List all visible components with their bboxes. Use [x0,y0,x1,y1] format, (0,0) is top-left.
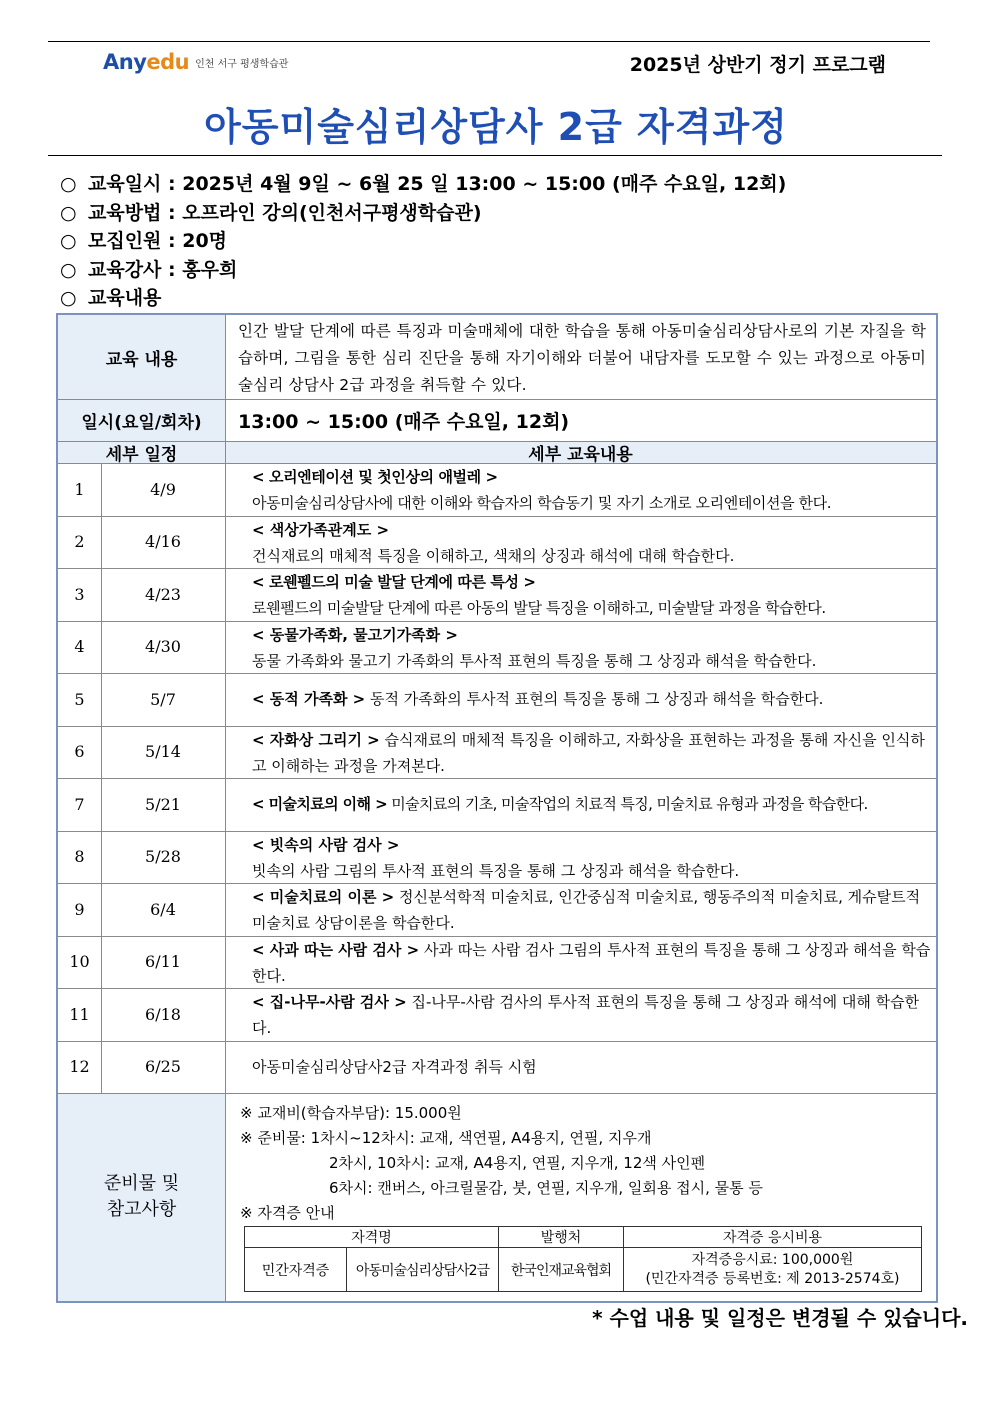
session-date: 6/25 [145,1057,181,1077]
logo [103,50,288,74]
session-title: < 빗속의 사람 검사 > [252,835,400,854]
prep-notes [240,1101,763,1226]
session-content [252,989,932,1041]
session-content [252,622,932,674]
session-text: 아동미술심리상담사에 대한 이해와 학습자의 학습동기 및 자기 소개로 오리엔테이션을 한다. [252,494,832,512]
cert-fee-amount: 자격증응시료: 100,000원 [691,1251,854,1268]
logo-subtitle: 인천 서구 평생학습관 [195,58,289,70]
session-number: 8 [74,847,85,867]
session-title: < 미술치료의 이해 > [252,795,388,813]
session-text: 건식재료의 매체적 특징을 이해하고, 색채의 상징과 해석에 대해 학습한다. [252,546,735,565]
prep-line: ※ 자격증 안내 [240,1204,335,1222]
session-number: 5 [74,689,85,709]
session-title: < 사과 따는 사람 검사 > [252,940,420,959]
session-text: 집-나무-사람 검사의 투사적 표현의 특징을 통해 그 상징과 해석에 대해 학습한다. [252,993,920,1037]
page-title: 아동미술심리상담사 2급 자격과정 [204,105,788,149]
cert-fee [624,1248,922,1292]
session-text: 사과 따는 사람 검사 그림의 투사적 표현의 특징을 통해 그 상징과 해석을 학습한다. [252,940,931,985]
cert-header: 발행처 [499,1227,624,1248]
session-number: 7 [74,794,85,814]
time-label: 일시(요일/회차) [81,412,202,433]
session-title: < 오리엔테이션 및 첫인상의 애벌레 > [252,468,498,486]
session-date: 6/4 [150,899,176,919]
session-content [252,791,932,817]
session-title: < 로웬펠드의 미술 발달 단계에 따른 특성 > [252,573,536,591]
session-title: < 자화상 그리기 > [252,730,380,749]
session-content [252,937,932,989]
session-date: 6/18 [145,1004,181,1024]
prep-label-line: 준비물 및 [103,1173,180,1194]
session-content [252,686,932,712]
program-label: 2025년 상반기 정기 프로그램 [629,54,886,76]
title-rule [48,155,942,156]
cert-header: 자격명 [245,1227,499,1248]
session-number: 2 [74,532,85,552]
certificate-table [244,1226,922,1292]
session-title: < 미술치료의 이론 > [252,888,395,906]
session-number: 9 [74,899,85,919]
session-content [252,1054,932,1080]
info-item: ○ 모집인원 : 20명 [60,230,228,252]
cert-name: 아동미술심리상담사2급 [347,1248,499,1292]
session-date: 5/21 [145,794,181,814]
cert-issuer: 한국인재교육협회 [499,1248,624,1292]
time-value: 13:00 ~ 15:00 (매주 수요일, 12회) [238,410,570,433]
schedule-header: 세부 일정 [105,444,178,465]
session-text: 로웬펠드의 미술발달 단계에 따른 아동의 발달 특징을 이해하고, 미술발달 과정을 학습한다. [252,599,826,617]
session-content [252,569,932,621]
session-content [252,464,932,516]
session-title: < 동적 가족화 > [252,690,366,708]
session-text: 동적 가족화의 투사적 표현의 특징을 통해 그 상징과 해석을 학습한다. [365,690,824,708]
prep-line: 6차시: 캔버스, 아크릴물감, 붓, 연필, 지우개, 일회용 접시, 물통 등 [329,1179,763,1197]
content-text: 인간 발달 단계에 따른 특징과 미술매체에 대한 학습을 통해 아동미술심리상담사로의 기본 자질을 학습하며, 그림을 통한 심리 진단을 통해 자기이해와 더불어 내담자를 도모할 수 있는 과정으로 아동미술심리 상담사 2급 과정을 취득할 수 있다. [238,322,926,394]
session-content [252,832,932,884]
footnote: * 수업 내용 및 일정은 변경될 수 있습니다. [592,1306,968,1330]
info-list [60,170,786,313]
session-text: 정신분석학적 미술치료, 인간중심적 미술치료, 행동주의적 미술치료, 게슈탈트적 미술치료 상담이론을 학습한다. [252,888,921,932]
session-title: < 동물가족화, 물고기가족화 > [252,625,458,644]
prep-line: ※ 교재비(학습자부담): 15.000원 [240,1104,462,1122]
session-date: 5/28 [145,847,181,867]
session-text: 미술치료의 기초, 미술작업의 치료적 특징, 미술치료 유형과 과정을 학습한다. [387,795,868,813]
cert-header: 자격증 응시비용 [624,1227,922,1248]
logo-wordmark: Anyedu [103,50,190,74]
cert-type: 민간자격증 [245,1248,347,1292]
content-label: 교육 내용 [105,349,178,370]
cert-registration: (민간자격증 등록번호: 제 2013-2574호) [645,1270,900,1287]
session-date: 4/16 [145,532,181,552]
session-date: 4/9 [150,479,176,499]
session-title: < 색상가족관계도 > [252,520,390,539]
session-number: 12 [69,1057,90,1077]
prep-line: ※ 준비물: 1차시~12차시: 교재, 색연필, A4용지, 연필, 지우개 [240,1129,652,1147]
info-item: ○ 교육내용 [60,287,162,309]
session-date: 6/11 [145,952,181,972]
session-date: 5/7 [150,689,176,709]
session-content [252,727,932,779]
session-number: 3 [74,584,85,604]
info-item: ○ 교육강사 : 홍우희 [60,258,238,281]
session-content [252,517,932,569]
session-number: 1 [74,479,85,499]
session-number: 6 [74,742,85,762]
top-rule [48,41,930,42]
prep-line: 2차시, 10차시: 교재, A4용지, 연필, 지우개, 12색 사인펜 [329,1154,706,1172]
session-date: 4/23 [145,584,181,604]
session-text: 습식재료의 매체적 특징을 이해하고, 자화상을 표현하는 과정을 통해 자신을 인식하고 이해하는 과정을 가져본다. [252,730,925,775]
session-date: 4/30 [145,637,181,657]
detail-header: 세부 교육내용 [528,444,633,465]
session-text: 빗속의 사람 그림의 투사적 표현의 특징을 통해 그 상징과 해석을 학습한다. [252,861,740,880]
curriculum-table [56,313,938,1303]
session-number: 10 [69,952,90,972]
session-text: 동물 가족화와 물고기 가족화의 투사적 표현의 특징을 통해 그 상징과 해석을 학습한다. [252,651,817,670]
session-title: < 집-나무-사람 검사 > [252,993,407,1011]
session-text: 아동미술심리상담사2급 자격과정 취득 시험 [252,1057,537,1076]
prep-label-line: 참고사항 [106,1199,177,1220]
session-date: 5/14 [145,742,181,762]
session-content [252,884,932,936]
session-number: 11 [69,1004,90,1024]
info-item: ○ 교육일시 : 2025년 4월 9일 ~ 6월 25 일 13:00 ~ 15:00 (매주 수요일, 12회) [60,173,787,195]
prep-label [58,1093,225,1301]
session-number: 4 [74,637,85,657]
info-item: ○ 교육방법 : 오프라인 강의(인천서구평생학습관) [60,201,482,224]
